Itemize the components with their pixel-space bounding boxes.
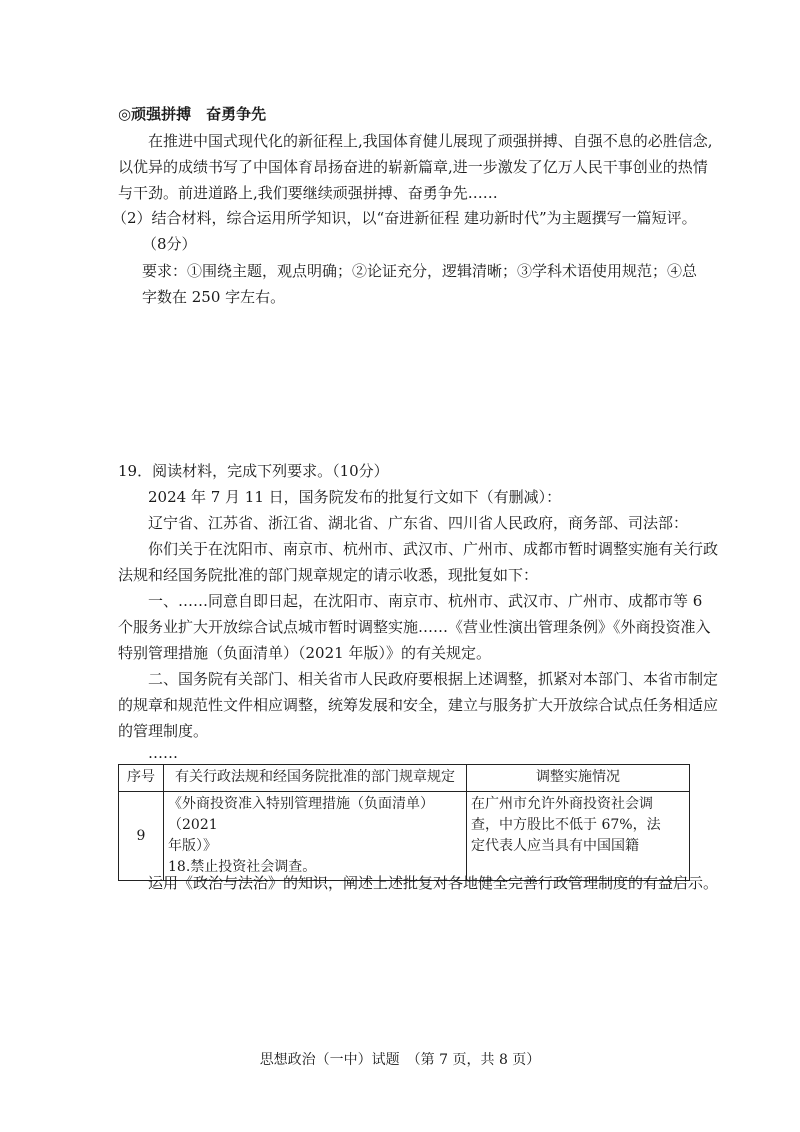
q19-line-p1b: 法规和经国务院批准的部门规章规定的请示收悉，现批复如下： [118,566,539,584]
q19-line-item1b: 个服务业扩大开放综合试点城市暂时调整实施……《营业性演出管理条例》《外商投资准入 [118,618,711,636]
question-19-task: 运用《政治与法治》的知识，阐述上述批复对各地健全完善行政管理制度的有益启示。 [148,874,719,892]
q19-line-recipients: 辽宁省、江苏省、浙江省、湖北省、广东省、四川省人民政府，商务部、司法部： [148,514,689,532]
page-footer: 思想政治（一中）试题 （第 7 页，共 8 页） [259,1052,541,1068]
rule-line-3: 18.禁止投资社会调查。 [168,859,317,875]
section-heading: ◎顽强拼搏 奋勇争先 [118,105,267,123]
table-row [119,792,690,881]
adjust-line-1: 在广州市允许外商投资社会调 [471,796,653,812]
table-cell-no: 9 [119,792,164,881]
q19-line-item1c: 特别管理措施（负面清单）（2021 年版）》的有关规定。 [118,644,491,662]
q19-line-item2c: 的管理制度。 [118,722,209,740]
table-cell-adjust [467,792,690,881]
material-line-2: 以优异的成绩书写了中国体育昂扬奋进的崭新篇章,进一步激发了亿万人民干事创业的热情 [118,158,708,176]
table-header-no: 序号 [119,765,164,792]
q19-line-item2a: 二、国务院有关部门、相关省市人民政府要根据上述调整，抓紧对本部门、本省市制定 [148,670,719,688]
q19-line-item2b: 的规章和规范性文件相应调整，统筹发展和安全，建立与服务扩大开放综合试点任务相适应 [118,696,719,714]
table-header-row [119,765,690,792]
regulation-table [118,764,690,881]
rule-line-2: 年版）》 [168,838,217,854]
adjust-line-2: 查，中方股比不低于 67%，法 [471,817,661,833]
material-line-1: 在推进中国式现代化的新征程上,我国体育健儿展现了顽强拼搏、自强不息的必胜信念, [148,132,713,150]
question-2-requirements-2: 字数在 250 字左右。 [142,288,286,306]
question-2-prompt: （2）结合材料，综合运用所学知识，以“奋进新征程 建功新时代”为主题撰写一篇短评。 [112,209,697,227]
q19-ellipsis: …… [148,744,178,762]
table-header-adjust: 调整实施情况 [467,765,690,792]
q19-line-date: 2024 年 7 月 11 日，国务院发布的批复行文如下（有删减）： [148,488,562,506]
question-2-score: （8分） [142,235,197,253]
material-line-3: 与干劲。前进道路上,我们要继续顽强拼搏、奋勇争先…… [118,184,498,202]
question-19-title: 19．阅读材料，完成下列要求。（10分） [118,462,389,480]
adjust-line-3: 定代表人应当具有中国国籍 [471,838,639,854]
q19-line-p1a: 你们关于在沈阳市、南京市、杭州市、武汉市、广州市、成都市暂时调整实施有关行政 [148,540,719,558]
table-header-rule: 有关行政法规和经国务院批准的部门规章规定 [164,765,467,792]
table-cell-rule [164,792,467,881]
question-2-requirements-1: 要求：①围绕主题，观点明确；②论证充分，逻辑清晰；③学科术语使用规范；④总 [142,262,698,280]
rule-line-1: 《外商投资准入特别管理措施（负面清单）（2021 [168,796,434,833]
q19-line-item1a: 一、……同意自即日起，在沈阳市、南京市、杭州市、武汉市、广州市、成都市等 6 [148,592,703,610]
